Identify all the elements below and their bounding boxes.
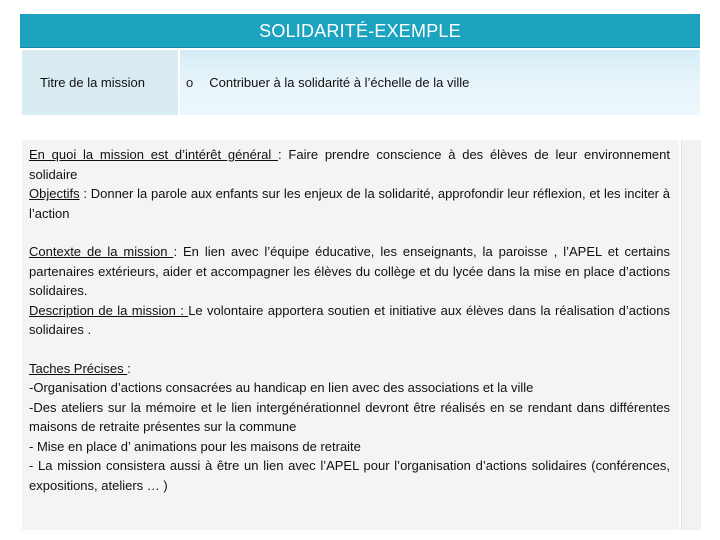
taches-item: - La mission consistera aussi à être un lien avec l’APEL pour l’organisation d’actions solidaires (conférences, expositions, ateliers … ): [29, 458, 670, 493]
spacer: [29, 340, 670, 359]
taches-heading-line: [29, 359, 670, 379]
objectifs-paragraph: [29, 184, 670, 223]
interet-paragraph: [29, 145, 670, 184]
mission-title-text: Contribuer à la solidarité à l’échelle de la ville: [209, 75, 470, 90]
interet-text: : Faire prendre conscience à des élèves de leur environnement solidaire: [29, 147, 670, 182]
contexte-paragraph: [29, 242, 670, 301]
taches-item: - Mise en place d’ animations pour les maisons de retraite: [29, 438, 361, 454]
objectifs-text: : Donner la parole aux enfants sur les enjeux de la solidarité, approfondir leur réflexion, et les inciter à l’action: [29, 186, 670, 221]
taches-item: -Organisation d’actions consacrées au handicap en lien avec des associations et la ville: [29, 380, 534, 395]
taches-heading-suffix: :: [127, 360, 131, 376]
slide-title-bar: [20, 14, 700, 48]
right-side-strip: [681, 140, 701, 530]
interet-heading: En quoi la mission est d’intérêt général: [29, 147, 279, 162]
slide-title: SOLIDARITÉ-EXEMPLE: [259, 21, 461, 41]
contexte-heading: Contexte de la mission: [29, 244, 174, 259]
description-heading: Description de la mission :: [29, 302, 189, 318]
hollow-bullet-icon: o: [186, 75, 194, 90]
mission-row: [22, 50, 700, 115]
contexte-text: : En lien avec l’équipe éducative, les enseignants, la paroisse , l’APEL et certains partenaires extérieurs, aider et accompagner les élèves du collège et du lycée dans la mise en place d’actions solidaires.: [29, 244, 671, 298]
objectifs-heading: Objectifs: [29, 186, 80, 201]
taches-item: -Des ateliers sur la mémoire et le lien intergénérationnel devront être réalisés en se rendant dans différentes maisons de retraite présentes sur la commune: [29, 399, 670, 434]
mission-title-label: Titre de la mission: [22, 50, 178, 115]
spacer: [29, 223, 670, 242]
taches-heading: Taches Précises: [29, 360, 128, 376]
mission-title-value: [180, 50, 700, 115]
description-paragraph: [29, 301, 670, 340]
description-text: Le volontaire apportera soutien et initiative aux élèves dans la réalisation d’actions solidaires .: [29, 302, 670, 337]
mission-details-box: [22, 140, 679, 530]
